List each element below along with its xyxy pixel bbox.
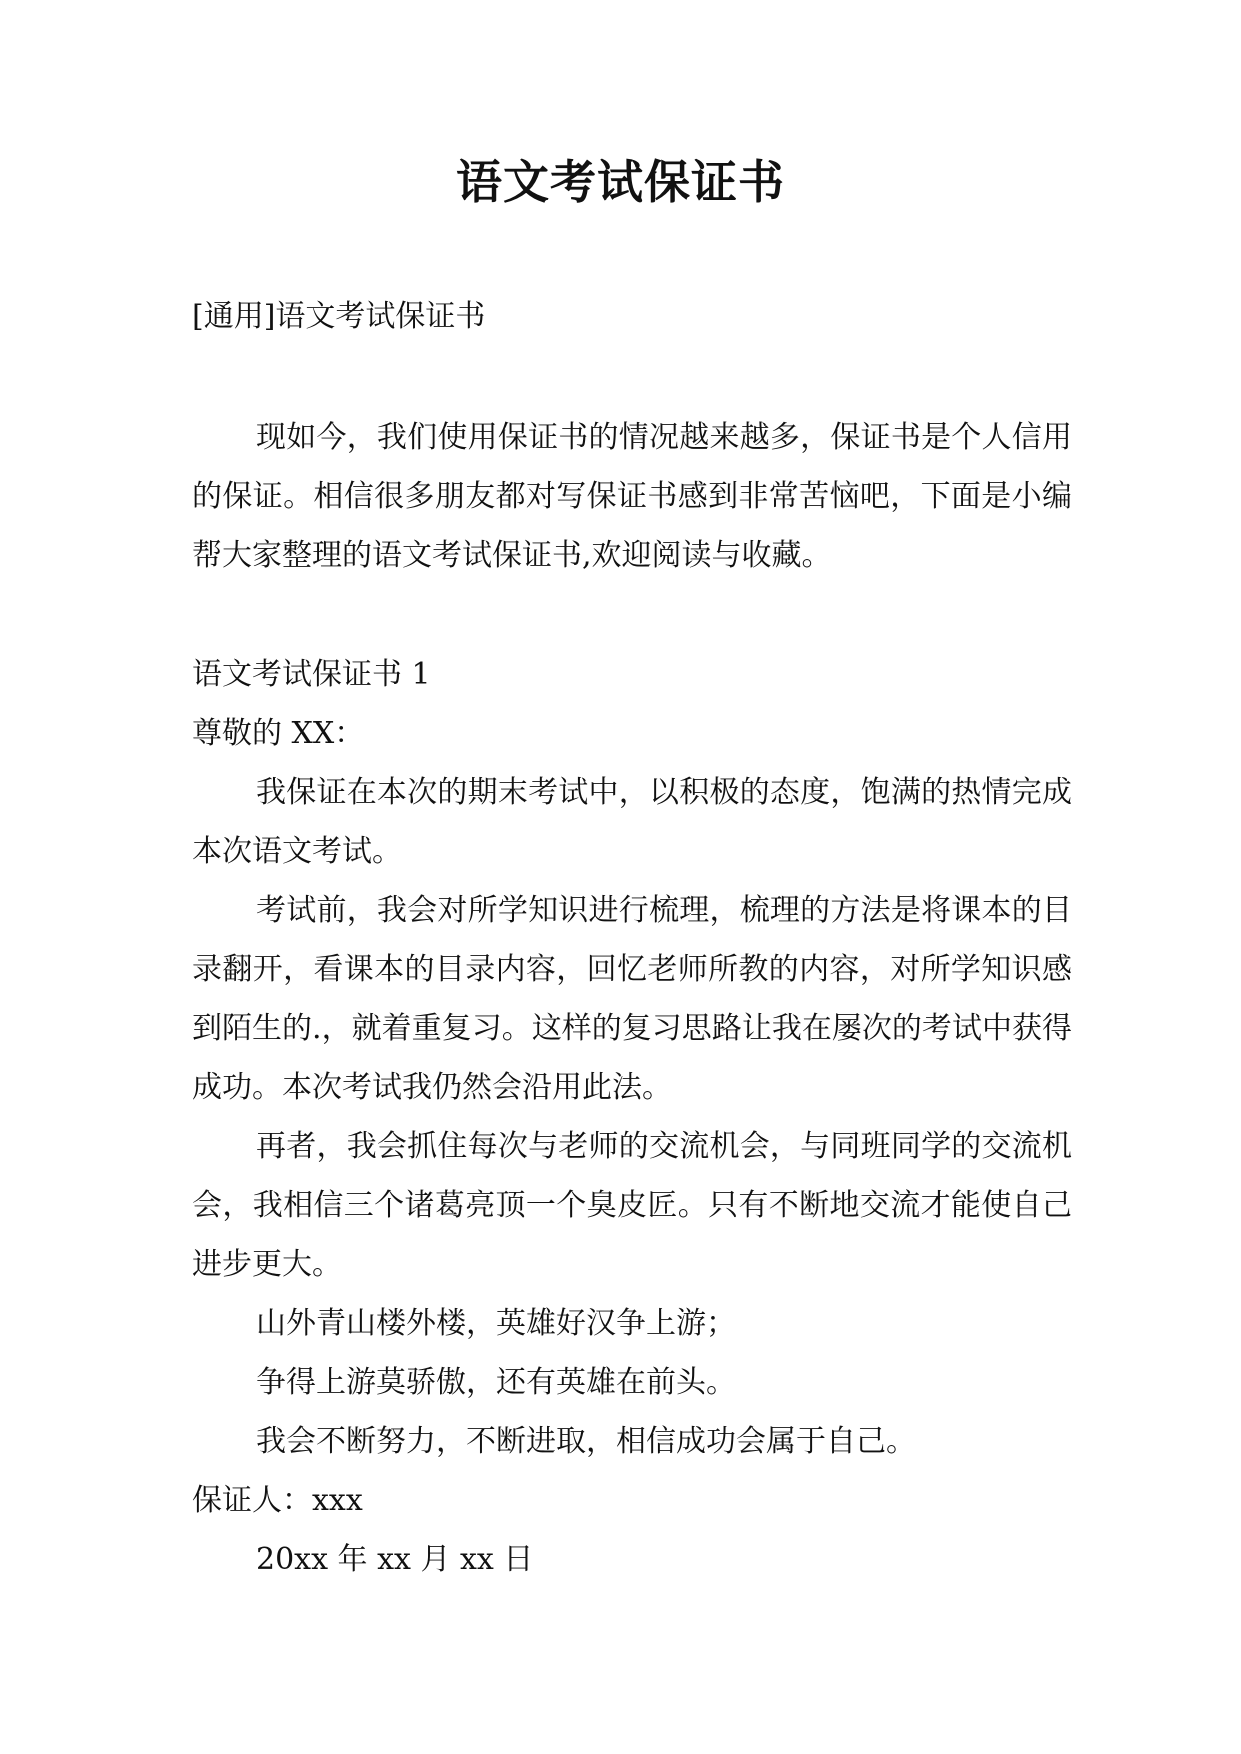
poem-line: 山外青山楼外楼，英雄好汉争上游； [256,1306,736,1341]
intro-paragraph: 现如今，我们使用保证书的情况越来越多，保证书是个人信用的保证。相信很多朋友都对写保证书感到非常苦恼吧，下面是小编帮大家整理的语文考试保证书,欢迎阅读与收藏。 [192,420,1072,573]
section-heading: 语文考试保证书 1 [192,657,431,692]
body-paragraph: 考试前，我会对所学知识进行梳理，梳理的方法是将课本的目录翻开，看课本的目录内容，回忆老师所教的内容，对所学知识感到陌生的.，就着重复习。这样的复习思路让我在屡次的考试中获得成功。本次考试我仍然会沿用此法。 [192,893,1072,1105]
letter-section [192,645,1072,1589]
signature: 保证人：xxx [192,1483,363,1518]
document-subtitle: [通用]语文考试保证书 [192,299,486,334]
poem-line: 争得上游莫骄傲，还有英雄在前头。 [256,1365,736,1400]
intro-section [192,408,1072,585]
date: 20xx 年 xx 月 xx 日 [256,1542,534,1577]
body-paragraph: 我会不断努力，不断进取，相信成功会属于自己。 [256,1424,916,1459]
page-title: 语文考试保证书 [456,155,785,209]
body-paragraph: 我保证在本次的期末考试中，以积极的态度，饱满的热情完成本次语文考试。 [192,775,1072,869]
salutation: 尊敬的 XX： [192,716,365,751]
body-paragraph: 再者，我会抓住每次与老师的交流机会，与同班同学的交流机会，我相信三个诸葛亮顶一个臭皮匠。只有不断地交流才能使自己进步更大。 [192,1129,1072,1282]
